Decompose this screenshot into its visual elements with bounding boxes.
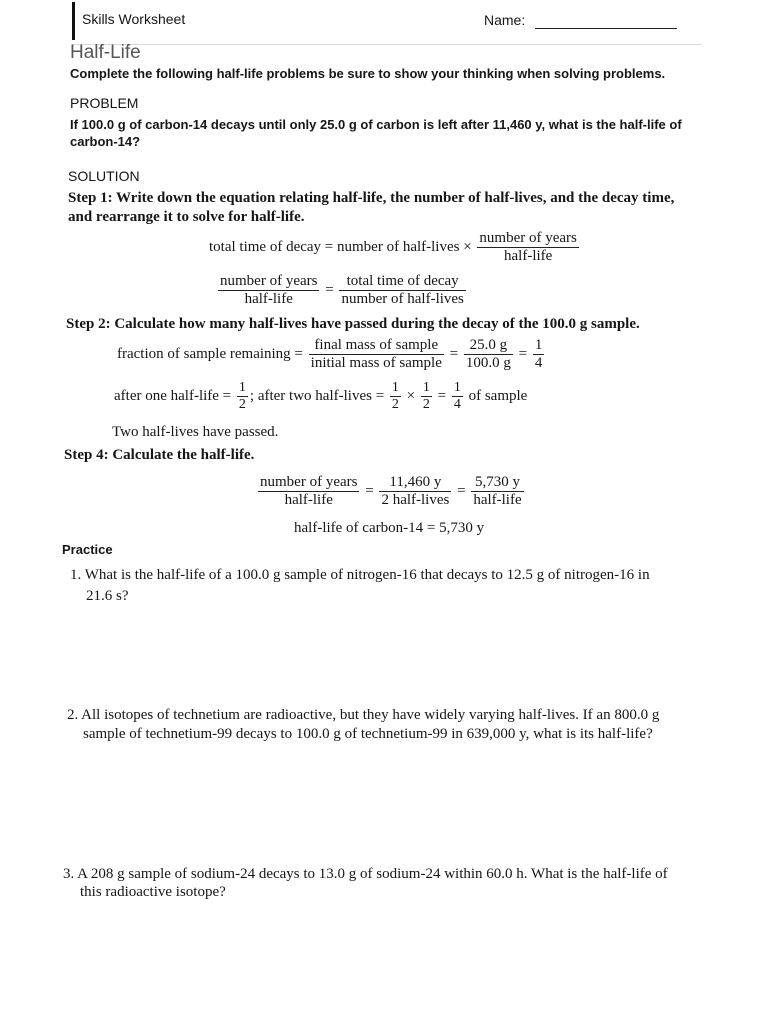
equals-sign: = bbox=[449, 346, 459, 363]
equation-4 bbox=[112, 380, 529, 413]
times-sign: × bbox=[406, 388, 416, 405]
problem-text-line1: If 100.0 g of carbon-14 decays until only 25.0 g of carbon is left after 11,460 y, what is the half-life of bbox=[70, 117, 682, 132]
solution-heading: SOLUTION bbox=[68, 168, 140, 184]
eq3-fraction-2 bbox=[464, 337, 513, 373]
eq4-fraction-a bbox=[390, 380, 401, 413]
eq4-half-numerator: 1 bbox=[237, 380, 248, 397]
equation-3 bbox=[115, 337, 544, 373]
eq3-label: fraction of sample remaining = bbox=[117, 346, 303, 363]
eq5-denominator-2: 2 half-lives bbox=[381, 492, 450, 509]
step2-heading: Step 2: Calculate how many half-lives have passed during the decay of the 100.0 g sample. bbox=[66, 316, 640, 332]
problem-text-line2: carbon-14? bbox=[70, 134, 141, 149]
eq2-numerator-left: number of years bbox=[218, 273, 319, 291]
eq4-a-numerator: 1 bbox=[390, 380, 401, 397]
instructions: Complete the following half-life problems be sure to show your thinking when solving problems. bbox=[70, 66, 666, 81]
eq4-fraction-c bbox=[452, 380, 463, 413]
eq4-fraction-b bbox=[421, 380, 432, 413]
equals-sign: = bbox=[325, 282, 334, 299]
eq5-result: half-life of carbon-14 = 5,730 y bbox=[294, 520, 485, 536]
eq3-denominator-2: 100.0 g bbox=[465, 355, 511, 372]
eq4-half-denominator: 2 bbox=[238, 397, 246, 413]
eq3-denominator-3: 4 bbox=[534, 355, 543, 372]
step1-line1: Step 1: Write down the equation relating half-life, the number of half-lives, and the decay time, bbox=[68, 190, 675, 206]
eq4-c-numerator: 1 bbox=[452, 380, 463, 397]
eq5-fraction-1 bbox=[258, 474, 359, 510]
eq2-fraction-right bbox=[339, 273, 465, 309]
name-line bbox=[535, 28, 677, 29]
eq5-denominator-3: half-life bbox=[473, 492, 522, 509]
question-3-line1: 3. A 208 g sample of sodium-24 decays to 13.0 g of sodium-24 within 60.0 h. What is the half-life of bbox=[63, 866, 668, 882]
step1-line2: and rearrange it to solve for half-life. bbox=[68, 209, 305, 225]
eq1-denominator: half-life bbox=[504, 248, 553, 265]
page-title: Half-Life bbox=[70, 42, 141, 63]
name-label: Name: bbox=[484, 12, 526, 28]
eq1-numerator: number of years bbox=[477, 230, 578, 248]
eq4-b-numerator: 1 bbox=[421, 380, 432, 397]
two-half-lives-text: Two half-lives have passed. bbox=[112, 424, 279, 440]
step4-heading: Step 4: Calculate the half-life. bbox=[64, 447, 255, 463]
eq4-c-denominator: 4 bbox=[453, 397, 461, 413]
eq3-fraction-1 bbox=[309, 337, 444, 373]
equation-1 bbox=[207, 230, 579, 266]
question-3-line2: this radioactive isotope? bbox=[80, 884, 226, 900]
eq2-fraction-left bbox=[218, 273, 319, 309]
eq3-fraction-3 bbox=[533, 337, 545, 373]
eq1-lhs: total time of decay = number of half-lives × bbox=[209, 239, 472, 256]
eq5-fraction-2 bbox=[379, 474, 451, 510]
question-2-line1: 2. All isotopes of technetium are radioactive, but they have widely varying half-lives. If an 800.0 g bbox=[67, 707, 660, 723]
eq3-numerator-2: 25.0 g bbox=[464, 337, 513, 355]
eq4-part1: after one half-life = bbox=[114, 388, 232, 405]
eq2-numerator-right: total time of decay bbox=[339, 273, 465, 291]
question-1-line1: 1. What is the half-life of a 100.0 g sample of nitrogen-16 that decays to 12.5 g of nitrogen-16 in bbox=[70, 567, 650, 583]
equals-sign: = bbox=[365, 483, 374, 500]
equals-sign: = bbox=[457, 483, 466, 500]
eq3-denominator-1: initial mass of sample bbox=[310, 355, 442, 372]
header-bar bbox=[72, 2, 75, 40]
eq4-part2: ; after two half-lives = bbox=[249, 388, 385, 405]
question-1-line2: 21.6 s? bbox=[86, 588, 129, 604]
eq3-numerator-1: final mass of sample bbox=[309, 337, 444, 355]
eq1-fraction bbox=[477, 230, 578, 266]
eq2-denominator-left: half-life bbox=[244, 291, 293, 308]
practice-heading: Practice bbox=[62, 542, 113, 557]
eq4-half-fraction bbox=[237, 380, 248, 413]
eq2-denominator-right: number of half-lives bbox=[341, 291, 464, 308]
question-2-line2: sample of technetium-99 decays to 100.0 g of technetium-99 in 639,000 y, what is its half-life? bbox=[83, 726, 653, 742]
eq3-numerator-3: 1 bbox=[533, 337, 545, 355]
equation-5 bbox=[258, 474, 524, 510]
eq4-b-denominator: 2 bbox=[422, 397, 430, 413]
eq5-numerator-1: number of years bbox=[258, 474, 359, 492]
eq5-numerator-2: 11,460 y bbox=[379, 474, 451, 492]
eq5-numerator-3: 5,730 y bbox=[471, 474, 523, 492]
eq4-part3: of sample bbox=[468, 388, 528, 405]
eq5-denominator-1: half-life bbox=[284, 492, 333, 509]
eq5-fraction-3 bbox=[471, 474, 523, 510]
equals-sign: = bbox=[437, 388, 447, 405]
problem-heading: PROBLEM bbox=[70, 95, 139, 111]
equation-2 bbox=[218, 273, 466, 309]
worksheet-label: Skills Worksheet bbox=[82, 11, 186, 27]
equals-sign: = bbox=[518, 346, 528, 363]
header-rule bbox=[72, 44, 702, 45]
eq4-a-denominator: 2 bbox=[391, 397, 399, 413]
